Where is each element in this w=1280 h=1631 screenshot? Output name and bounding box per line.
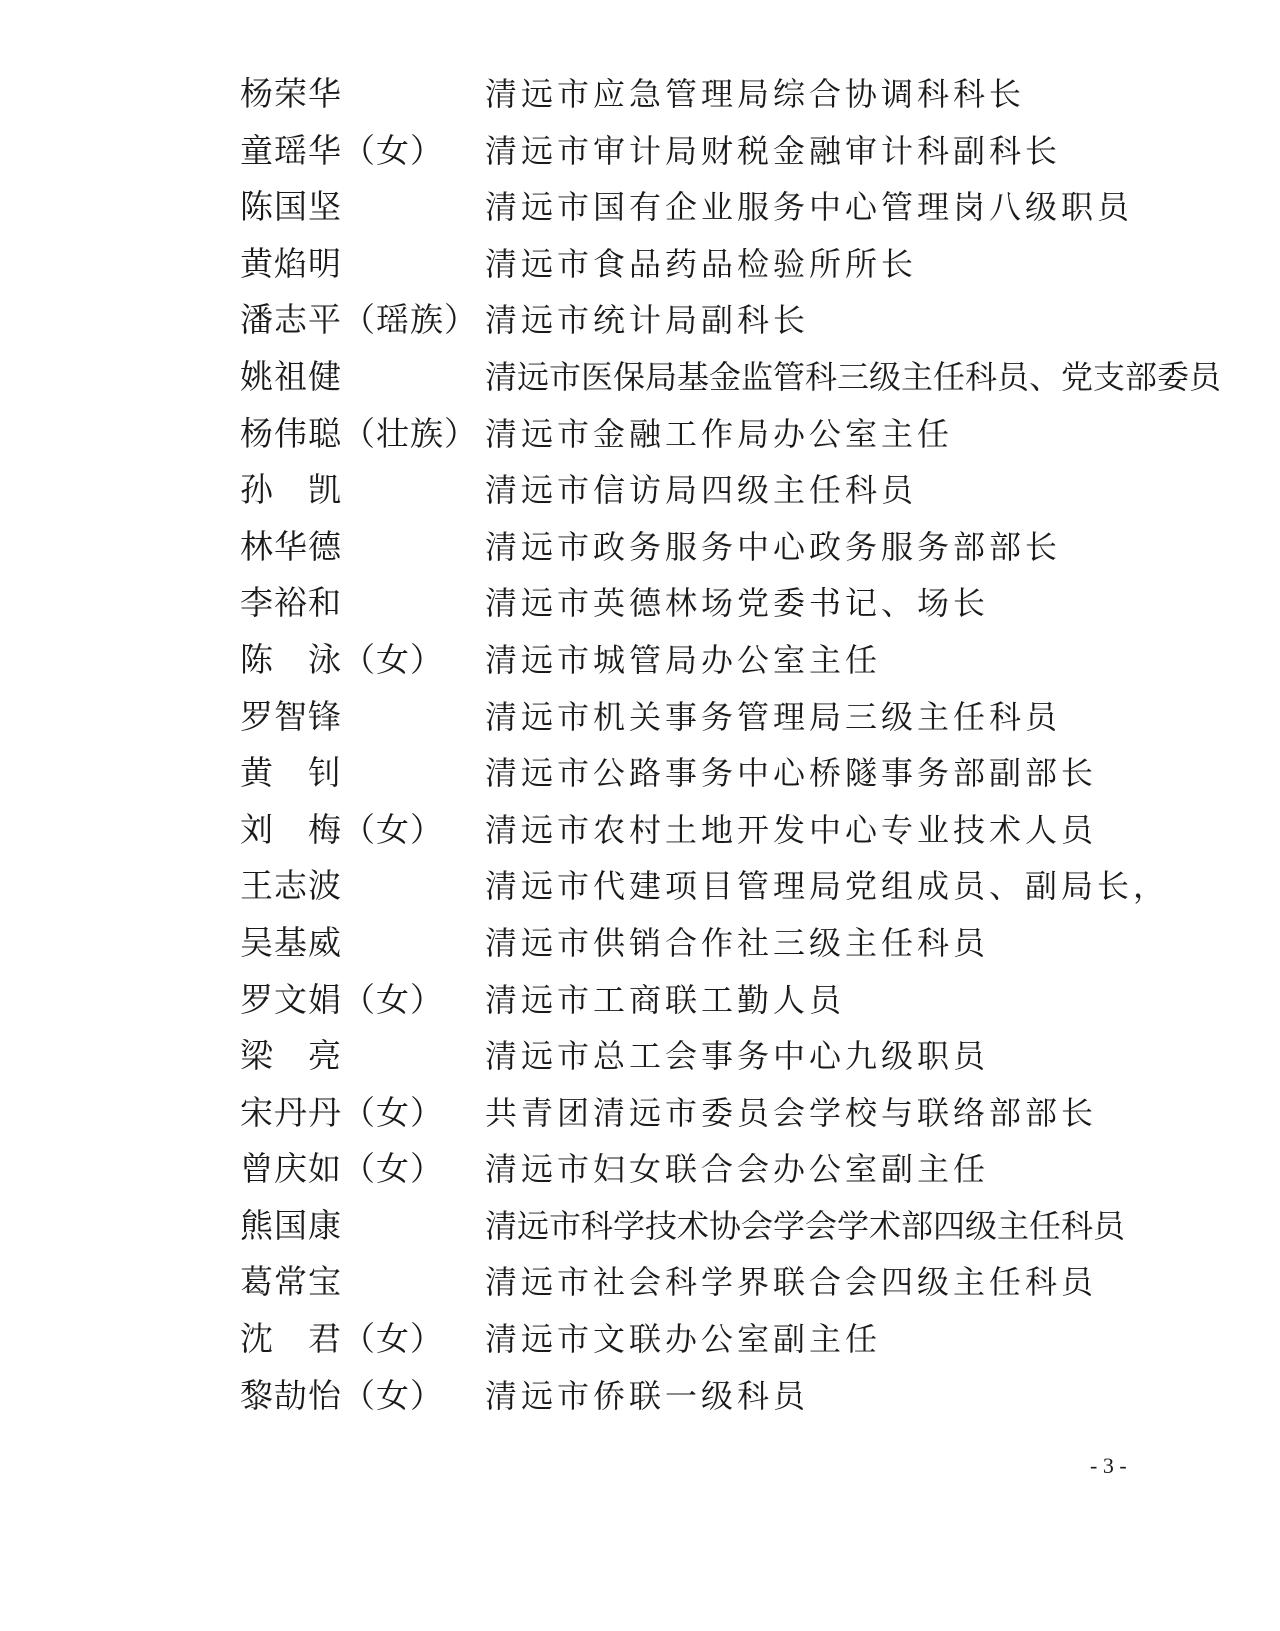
- roster-row: [240, 66, 1140, 123]
- person-name: 黎劼怡（女）: [240, 1375, 444, 1415]
- roster-row: [240, 1085, 1140, 1142]
- roster-row: [240, 632, 1140, 689]
- person-title: 清远市农村土地开发中心专业技术人员: [485, 810, 1098, 849]
- person-title: 清远市政务服务中心政务服务部部长: [485, 527, 1062, 566]
- person-name: 曾庆如（女）: [240, 1149, 444, 1189]
- roster-row: [240, 802, 1140, 859]
- roster-row: [240, 1311, 1140, 1368]
- roster-row: [240, 1028, 1140, 1085]
- roster-row: [240, 406, 1140, 463]
- person-title: 清远市妇女联合会办公室副主任: [485, 1150, 990, 1189]
- person-name: 宋丹丹（女）: [240, 1092, 444, 1132]
- roster-row: [240, 575, 1140, 632]
- roster-row: [240, 858, 1170, 915]
- person-title: 清远市社会科学界联合会四级主任科员: [485, 1263, 1098, 1302]
- person-title: 清远市科学技术协会学会学术部四级主任科员: [485, 1206, 1126, 1245]
- person-title: 清远市机关事务管理局三级主任科员: [485, 697, 1062, 736]
- person-title: 清远市国有企业服务中心管理岗八级职员: [485, 188, 1134, 227]
- person-name: 吴基威: [240, 922, 342, 962]
- person-title: 清远市应急管理局综合协调科科长: [485, 75, 1026, 113]
- person-name: 王志波: [240, 866, 342, 906]
- roster-row: [240, 972, 1140, 1029]
- person-title: 清远市代建项目管理局党组成员、副局长，: [485, 867, 1170, 906]
- person-name: 沈 君（女）: [240, 1319, 444, 1359]
- person-title: 清远市文联办公室副主任: [485, 1320, 882, 1359]
- roster-list: [240, 66, 1222, 1424]
- person-title: 清远市统计局副科长: [485, 301, 810, 340]
- person-name: 杨伟聪（壮族）: [240, 413, 478, 453]
- roster-row: [240, 349, 1222, 406]
- person-name: 孙 凯: [240, 470, 342, 510]
- person-title: 清远市英德林场党委书记、场长: [485, 584, 990, 623]
- person-name: 陈国坚: [240, 187, 342, 227]
- person-name: 潘志平（瑶族）: [240, 300, 478, 340]
- person-name: 梁 亮: [240, 1036, 342, 1076]
- person-title: 清远市公路事务中心桥隧事务部副部长: [485, 754, 1098, 793]
- person-title: 共青团清远市委员会学校与联络部部长: [485, 1093, 1098, 1132]
- roster-row: [240, 1198, 1140, 1255]
- person-title: 清远市工商联工勤人员: [485, 980, 846, 1019]
- roster-row: [240, 179, 1140, 236]
- roster-row: [240, 915, 1140, 972]
- roster-row: [240, 745, 1140, 802]
- roster-row: [240, 236, 1140, 293]
- person-title: 清远市医保局基金监管科三级主任科员、党支部委员: [485, 357, 1222, 396]
- person-title: 清远市信访局四级主任科员: [485, 471, 918, 510]
- person-title: 清远市供销合作社三级主任科员: [485, 923, 990, 962]
- person-name: 李裕和: [240, 583, 342, 623]
- person-title: 清远市金融工作局办公室主任: [485, 414, 954, 453]
- roster-row: [240, 689, 1140, 746]
- person-name: 罗文娟（女）: [240, 979, 444, 1019]
- roster-row: [240, 1254, 1140, 1311]
- person-name: 熊国康: [240, 1205, 342, 1245]
- person-name: 刘 梅（女）: [240, 809, 444, 849]
- person-title: 清远市审计局财税金融审计科副科长: [485, 131, 1062, 170]
- person-name: 杨荣华: [240, 74, 342, 113]
- roster-row: [240, 1368, 1140, 1425]
- person-title: 清远市总工会事务中心九级职员: [485, 1037, 990, 1076]
- person-title: 清远市城管局办公室主任: [485, 640, 882, 679]
- roster-row: [240, 292, 1140, 349]
- person-name: 罗智锋: [240, 696, 342, 736]
- roster-row: [240, 519, 1140, 576]
- person-name: 林华德: [240, 526, 342, 566]
- page-number: - 3 -: [1090, 1453, 1127, 1478]
- person-title: 清远市侨联一级科员: [485, 1376, 810, 1415]
- person-title: 清远市食品药品检验所所长: [485, 244, 918, 283]
- person-name: 黄 钊: [240, 753, 342, 793]
- roster-row: [240, 462, 1140, 519]
- person-name: 童瑶华（女）: [240, 130, 444, 170]
- roster-row: [240, 1141, 1140, 1198]
- person-name: 陈 泳（女）: [240, 639, 444, 679]
- person-name: 姚祖健: [240, 356, 342, 396]
- roster-row: [240, 123, 1140, 180]
- person-name: 黄焰明: [240, 243, 342, 283]
- person-name: 葛常宝: [240, 1262, 342, 1302]
